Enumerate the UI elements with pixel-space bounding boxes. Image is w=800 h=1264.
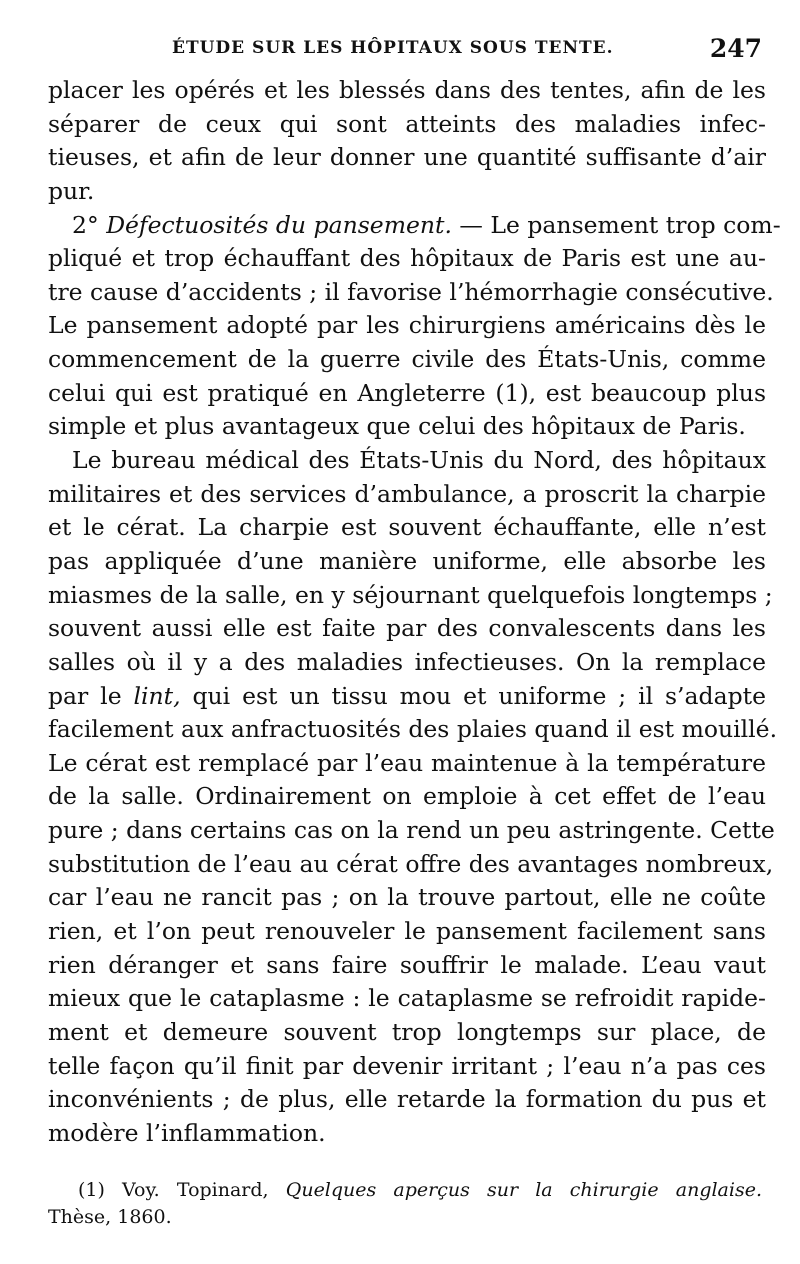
footnote-line: [48, 1177, 762, 1204]
text-line: facilement aux anfractuosités des plaies quand il est mouillé.: [48, 715, 778, 744]
text-line: pure ; dans certains cas on la rend un peu astringente. Cette: [48, 816, 775, 845]
text-line: pas appliquée d’une manière uniforme, elle absorbe les: [48, 546, 766, 575]
body-text: [48, 74, 781, 1151]
text-line: salles où il y a des maladies infectieuses. On la remplace: [48, 647, 766, 676]
running-title: ÉTUDE SUR LES HÔPITAUX SOUS TENTE.: [172, 38, 614, 58]
line-part: par le: [48, 681, 122, 710]
text-line: de la salle. Ordinairement on emploie à cet effet de l’eau: [48, 782, 766, 811]
text-line: et le cérat. La charpie est souvent échauffante, elle n’est: [48, 513, 766, 542]
text-line: tieuses, et afin de leur donner une quantité suffisante d’air: [48, 143, 766, 172]
section-heading-line: [48, 209, 781, 243]
text-line: car l’eau ne rancit pas ; on la trouve partout, elle ne coûte: [48, 883, 766, 912]
text-line: celui qui est pratiqué en Angleterre (1), est beaucoup plus: [48, 378, 766, 407]
text-line: mieux que le cataplasme : le cataplasme se refroidit rapide-: [48, 984, 766, 1013]
text-line: simple et plus avantageux que celui des hôpitaux de Paris.: [48, 412, 746, 441]
text-line: ment et demeure souvent trop longtemps sur place, de: [48, 1017, 766, 1046]
text-line: placer les opérés et les blessés dans des tentes, afin de les: [48, 76, 766, 104]
text-line: substitution de l’eau au cérat offre des avantages nombreux,: [48, 849, 774, 878]
text-line: Le pansement adopté par les chirurgiens américains dès le: [48, 311, 766, 340]
text-line: pliqué et trop échauffant des hôpitaux de Paris est une au-: [48, 244, 766, 273]
text-line: rien déranger et sans faire souffrir le malade. L’eau vaut: [48, 950, 766, 979]
section-title: Défectuosités du pansement.: [106, 210, 452, 239]
text-line: tre cause d’accidents ; il favorise l’hémorrhagie consécutive.: [48, 277, 774, 306]
text-line: Le cérat est remplacé par l’eau maintenue à la température: [48, 748, 766, 777]
section-lead-text: — Le pansement trop com-: [459, 210, 781, 239]
text-line: telle façon qu’il finit par devenir irritant ; l’eau n’a pas ces: [48, 1051, 766, 1080]
footnote-title: Quelques aperçus sur la chirurgie anglaise.: [285, 1179, 762, 1201]
italic-term: lint,: [133, 681, 181, 710]
text-line: modère l’inflammation.: [48, 1118, 326, 1147]
footnote: [48, 1177, 762, 1231]
section-number: 2°: [72, 210, 99, 239]
footnote-ref: (1) Voy. Topinard,: [78, 1179, 269, 1201]
text-line-with-italic: [48, 680, 766, 714]
paragraph-first-line: [48, 444, 766, 478]
text-line: inconvénients ; de plus, elle retarde la formation du pus et: [48, 1085, 766, 1114]
text-line: commencement de la guerre civile des États-Unis, comme: [48, 345, 766, 374]
text-line: miasmes de la salle, en y séjournant quelquefois longtemps ;: [48, 580, 773, 609]
footnote-line: Thèse, 1860.: [48, 1206, 172, 1228]
text-line: souvent aussi elle est faite par des convalescents dans les: [48, 614, 766, 643]
text-line: militaires et des services d’ambulance, a proscrit la charpie: [48, 479, 766, 508]
text-line: Le bureau médical des États-Unis du Nord, des hôpitaux: [72, 446, 766, 475]
running-header: [48, 34, 762, 64]
text-line: séparer de ceux qui sont atteints des maladies infec-: [48, 109, 766, 138]
text-line: pur.: [48, 176, 95, 205]
text-line: rien, et l’on peut renouveler le pansement facilement sans: [48, 917, 766, 946]
line-part: qui est un tissu mou et uniforme ; il s’adapte: [192, 681, 766, 710]
page-number: 247: [709, 34, 762, 63]
